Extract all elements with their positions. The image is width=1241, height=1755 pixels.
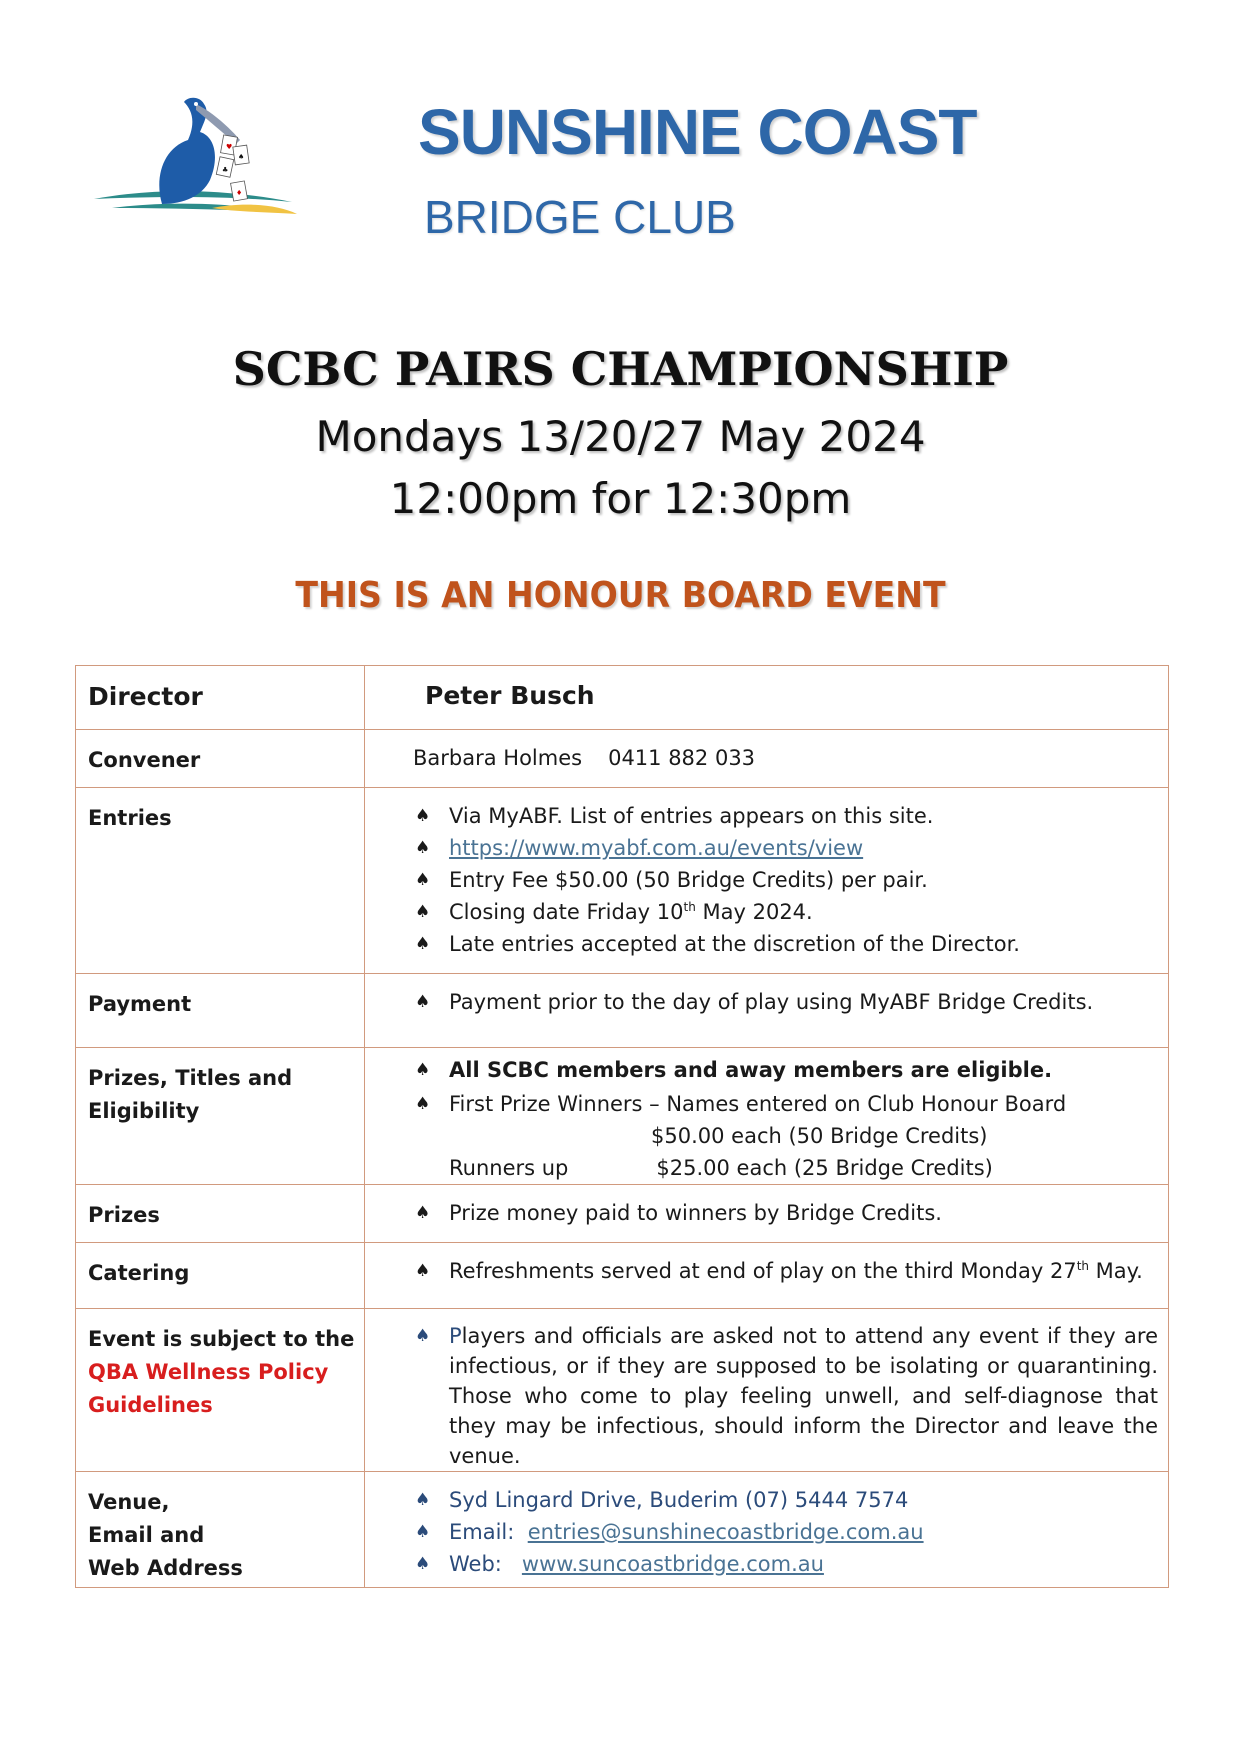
- first-prize-item: ♠ First Prize Winners – Names entered on Club Honour Board: [415, 1088, 1158, 1120]
- row-payment: [76, 974, 1169, 1048]
- entries-item: ♠ Entry Fee $50.00 (50 Bridge Credits) per pair.: [415, 864, 1158, 896]
- venue-label: Venue, Email and Web Address: [76, 1472, 365, 1588]
- event-time: 12:00pm for 12:30pm: [389, 474, 852, 523]
- entries-item: ♠ Closing date Friday 10th May 2024.: [415, 896, 1158, 928]
- event-info-table: [75, 665, 1169, 1588]
- catering-item: ♠ Refreshments served at end of play on the third Monday 27th May.: [415, 1255, 1158, 1287]
- convener-label: Convener: [76, 730, 365, 788]
- director-value: Peter Busch: [365, 666, 1169, 730]
- convener-name: Barbara Holmes: [413, 746, 583, 770]
- club-subtitle: BRIDGE CLUB: [424, 191, 736, 243]
- eligibility-item: ♠ All SCBC members and away members are eligible.: [415, 1054, 1158, 1086]
- svg-text:♣: ♣: [222, 166, 229, 174]
- event-dates: Mondays 13/20/27 May 2024: [315, 412, 926, 461]
- myabf-events-link[interactable]: https://www.myabf.com.au/events/view: [449, 836, 864, 860]
- convener-phone: 0411 882 033: [608, 746, 756, 770]
- prizes-label: Prizes: [76, 1185, 365, 1243]
- svg-text:♦: ♦: [236, 189, 243, 197]
- wellness-item: ♠ Players and officials are asked not to attend any event if they are infectious, or if they are supposed to be isolating or quarantining. Those who come to play feeling unwell, and self-diagnose that they may be infectious, should inform the Director and leave the venue.: [415, 1321, 1158, 1471]
- website-link[interactable]: www.suncoastbridge.com.au: [521, 1552, 824, 1576]
- svg-text:♠: ♠: [238, 153, 245, 161]
- runners-up-label: Runners up: [449, 1156, 569, 1180]
- pelican-logo: [92, 96, 312, 246]
- prizes-item: ♠ Prize money paid to winners by Bridge Credits.: [415, 1197, 1158, 1229]
- entries-label: Entries: [76, 788, 365, 974]
- venue-address: ♠ Syd Lingard Drive, Buderim (07) 5444 7574: [415, 1484, 1158, 1516]
- row-convener: [76, 730, 1169, 788]
- row-venue: Venue, Email and Web Address ♠ Syd Lingard Drive, Buderim (07) 5444 7574 ♠ Email: entries@sunshinecoastbridge.com.au ♠ Web: www.suncoastbridge.com.au: [76, 1472, 1169, 1588]
- row-prizes-titles: [76, 1048, 1169, 1185]
- first-prize-amount: $50.00 each (50 Bridge Credits): [651, 1124, 988, 1148]
- entries-item: ♠ Late entries accepted at the discretion of the Director.: [415, 928, 1158, 960]
- row-wellness: [76, 1309, 1169, 1472]
- catering-label: Catering: [76, 1243, 365, 1309]
- entries-item: ♠ Via MyABF. List of entries appears on this site.: [415, 800, 1158, 832]
- row-catering: [76, 1243, 1169, 1309]
- email-link[interactable]: entries@sunshinecoastbridge.com.au: [527, 1520, 924, 1544]
- payment-label: Payment: [76, 974, 365, 1048]
- club-title: SUNSHINE COAST: [418, 96, 977, 168]
- prizes-titles-label: Prizes, Titles and Eligibility: [76, 1048, 365, 1185]
- qba-wellness-policy-link[interactable]: QBA Wellness Policy: [88, 1360, 329, 1384]
- runners-up-amount: $25.00 each (25 Bridge Credits): [656, 1156, 993, 1180]
- row-prizes: [76, 1185, 1169, 1243]
- svg-text:♥: ♥: [226, 143, 233, 151]
- wellness-label: Event is subject to the QBA Wellness Policy Guidelines: [76, 1309, 365, 1472]
- event-title: SCBC PAIRS CHAMPIONSHIP: [232, 342, 1009, 396]
- payment-item: ♠ Payment prior to the day of play using MyABF Bridge Credits.: [415, 986, 1158, 1018]
- honour-board-notice: THIS IS AN HONOUR BOARD EVENT: [295, 575, 946, 616]
- row-director: [76, 666, 1169, 730]
- director-label: Director: [76, 666, 365, 730]
- row-entries: [76, 788, 1169, 974]
